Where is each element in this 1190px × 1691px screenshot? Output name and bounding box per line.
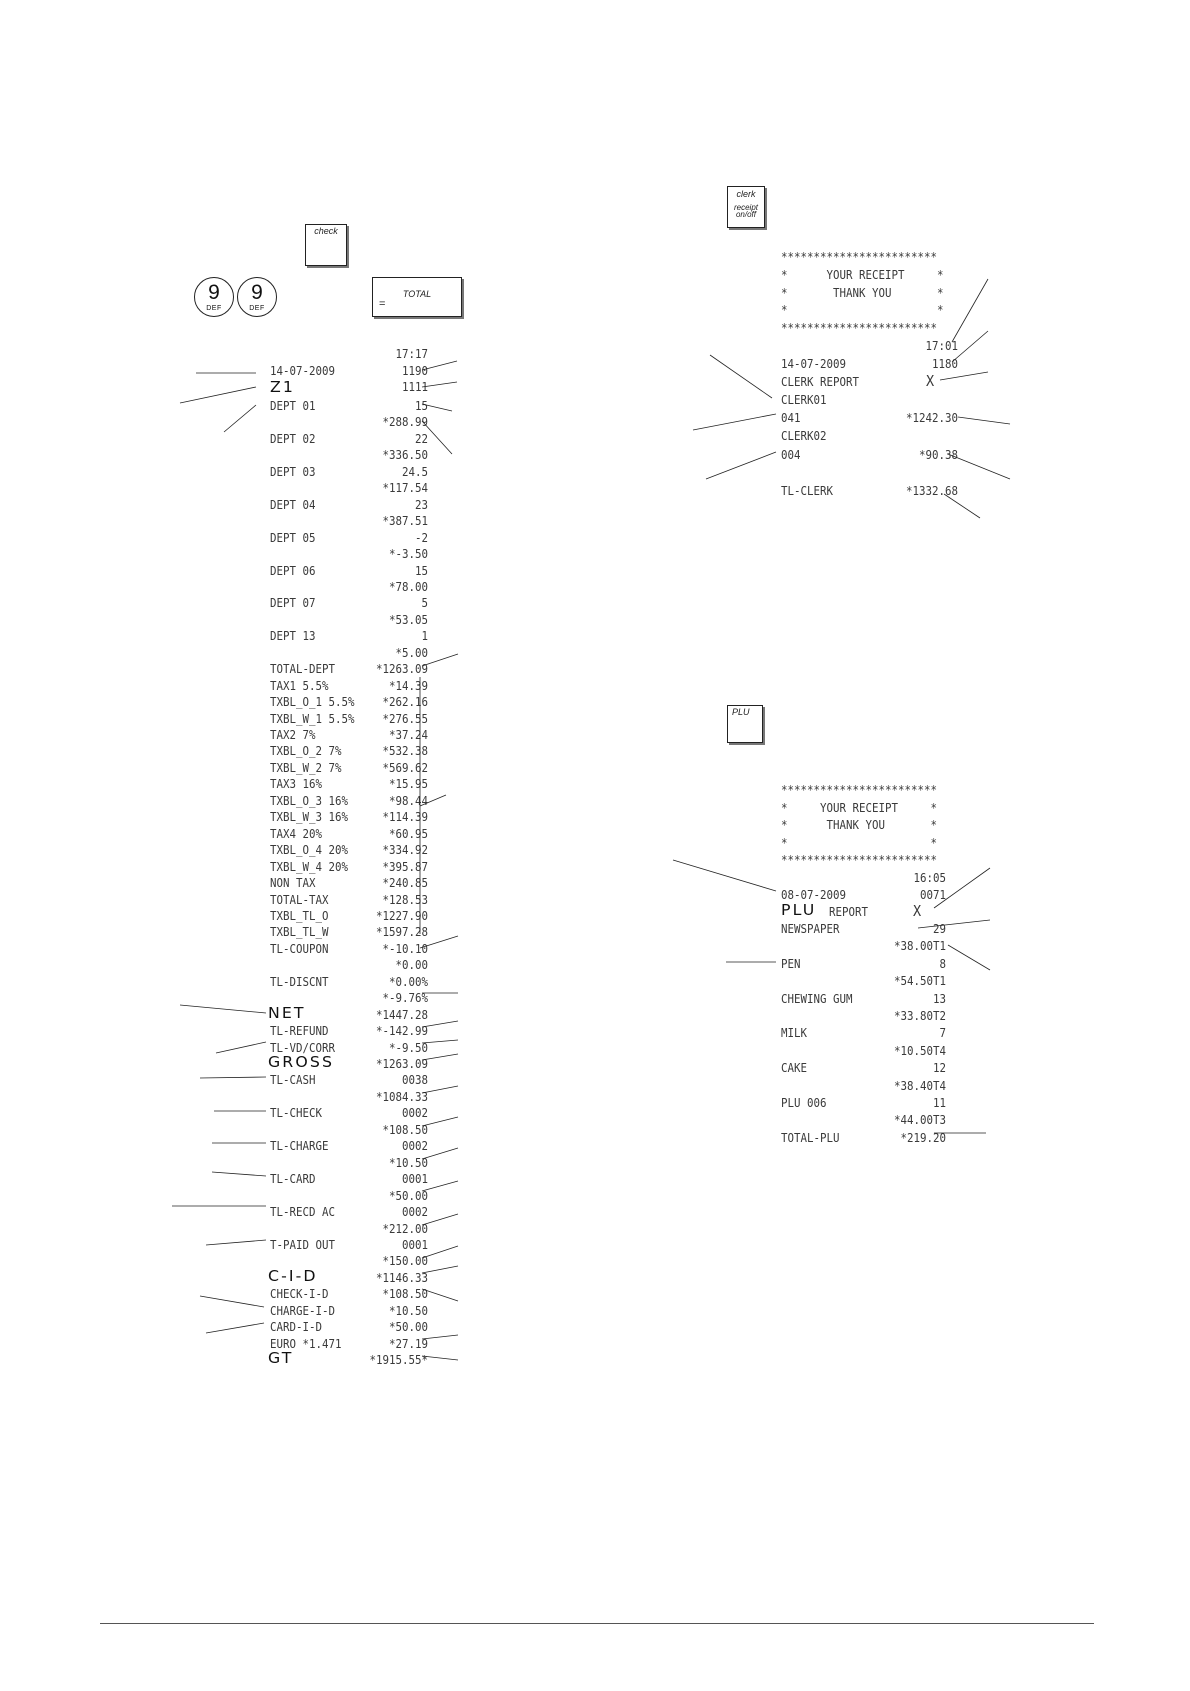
z1-row-value: *1597.28 bbox=[375, 925, 428, 939]
z1-row-value: 1 bbox=[421, 629, 428, 643]
clerk-banner-line: * YOUR RECEIPT * bbox=[781, 268, 944, 282]
z1-row-label: TXBL_W_1 5.5% bbox=[270, 712, 355, 726]
z1-row-label: TOTAL-DEPT bbox=[270, 662, 336, 676]
plu-row-value: 8 bbox=[939, 957, 946, 971]
z1-row-value: -2 bbox=[414, 531, 428, 545]
clerk-row-value: *1332.68 bbox=[905, 484, 958, 498]
z1-row-value: *395.87 bbox=[382, 860, 428, 874]
digit-label: 9 bbox=[251, 281, 263, 304]
z1-row-value: 5 bbox=[421, 596, 428, 610]
z1-row-value: 0002 bbox=[401, 1139, 428, 1153]
plu-row-label: MILK bbox=[781, 1026, 808, 1040]
z1-row-label: TAX4 20% bbox=[270, 827, 323, 841]
z1-row-label: TL-CASH bbox=[270, 1073, 316, 1087]
z1-row-value: *276.55 bbox=[382, 712, 428, 726]
z1-row-value: *98.44 bbox=[388, 794, 428, 808]
plu-row-value: 29 bbox=[932, 922, 946, 936]
z1-row-label: TL-CHECK bbox=[270, 1106, 323, 1120]
z1-row-value: 0001 bbox=[401, 1238, 428, 1252]
z1-row-label: T-PAID OUT bbox=[270, 1238, 336, 1252]
z1-time: 17:17 bbox=[395, 347, 428, 361]
clerk-date: 14-07-2009 bbox=[781, 357, 847, 371]
clerk-row-label: 041 bbox=[781, 411, 801, 425]
z1-row-label: C-I-D bbox=[268, 1267, 318, 1285]
plu-row-value: 12 bbox=[932, 1061, 946, 1075]
clerk-row-label: TL-CLERK bbox=[781, 484, 834, 498]
z1-row-value: 0002 bbox=[401, 1106, 428, 1120]
total-key-label: TOTAL bbox=[402, 289, 432, 299]
z1-row-label: DEPT 01 bbox=[270, 399, 316, 413]
z1-row-label: TXBL_O_2 7% bbox=[270, 744, 342, 758]
z1-row-label: TXBL_W_4 20% bbox=[270, 860, 349, 874]
clerk-banner-line: ************************ bbox=[781, 250, 938, 264]
z1-row-value: *1084.33 bbox=[375, 1090, 428, 1104]
z1-row-value: *50.00 bbox=[388, 1189, 428, 1203]
plu-number: 0071 bbox=[919, 888, 946, 902]
clerk-row-label: CLERK01 bbox=[781, 393, 827, 407]
clerk-x-mark: X bbox=[926, 372, 935, 390]
z1-row-label: TL-VD/CORR bbox=[270, 1041, 336, 1055]
plu-banner-line: ************************ bbox=[781, 853, 938, 867]
z1-row-value: *108.50 bbox=[382, 1287, 428, 1301]
z1-row-value: *10.50 bbox=[388, 1304, 428, 1318]
plu-date: 08-07-2009 bbox=[781, 888, 847, 902]
z1-row-label: NET bbox=[268, 1004, 306, 1022]
z1-row-value: *53.05 bbox=[388, 613, 428, 627]
z1-report-title: Z1 bbox=[270, 378, 296, 396]
clerk-banner-line: ************************ bbox=[781, 321, 938, 335]
z1-row-value: *1263.09 bbox=[375, 1057, 428, 1071]
z1-row-value: *60.95 bbox=[388, 827, 428, 841]
z1-row-value: *15.95 bbox=[388, 777, 428, 791]
plu-banner-line: ************************ bbox=[781, 783, 938, 797]
z1-row-value: 0038 bbox=[401, 1073, 428, 1087]
z1-row-label: DEPT 13 bbox=[270, 629, 316, 643]
z1-row-value: *1447.28 bbox=[375, 1008, 428, 1022]
clerk-row-value: *90.38 bbox=[918, 448, 958, 462]
z1-row-value: *0.00% bbox=[388, 975, 428, 989]
z1-row-value: *334.92 bbox=[382, 843, 428, 857]
z1-row-label: CARD-I-D bbox=[270, 1320, 323, 1334]
z1-row-value: 0001 bbox=[401, 1172, 428, 1186]
z1-row-label: DEPT 03 bbox=[270, 465, 316, 479]
z1-row-value: *1915.55* bbox=[369, 1353, 428, 1367]
z1-row-label: DEPT 07 bbox=[270, 596, 316, 610]
z1-row-label: TAX1 5.5% bbox=[270, 679, 329, 693]
clerk-banner-line: * * bbox=[781, 303, 944, 317]
z1-row-label: EURO *1.471 bbox=[270, 1337, 342, 1351]
plu-row-label: CHEWING GUM bbox=[781, 992, 853, 1006]
plu-row-value: *44.00T3 bbox=[893, 1113, 946, 1127]
z1-row-label: TXBL_O_1 5.5% bbox=[270, 695, 355, 709]
z1-row-value: *1146.33 bbox=[375, 1271, 428, 1285]
plu-report-title-small: REPORT bbox=[829, 905, 869, 919]
plu-row-label: CAKE bbox=[781, 1061, 808, 1075]
z1-row-value: *1227.90 bbox=[375, 909, 428, 923]
z1-row-label: TXBL_O_3 16% bbox=[270, 794, 349, 808]
z1-row-label: NON TAX bbox=[270, 876, 316, 890]
plu-banner-line: * YOUR RECEIPT * bbox=[781, 801, 938, 815]
z1-row-value: 15 bbox=[414, 399, 428, 413]
z1-report-number: 1111 bbox=[401, 380, 428, 394]
z1-row-value: 23 bbox=[414, 498, 428, 512]
clerk-report-title: CLERK REPORT bbox=[781, 375, 860, 389]
plu-row-label: PLU 006 bbox=[781, 1096, 827, 1110]
check-key-label: check bbox=[314, 226, 338, 236]
z1-row-value: *14.39 bbox=[388, 679, 428, 693]
z1-row-value: *336.50 bbox=[382, 448, 428, 462]
z1-row-value: *78.00 bbox=[388, 580, 428, 594]
plu-row-value: *38.00T1 bbox=[893, 939, 946, 953]
z1-row-value: *114.39 bbox=[382, 810, 428, 824]
z1-row-label: DEPT 04 bbox=[270, 498, 316, 512]
plu-banner-line: * THANK YOU * bbox=[781, 818, 938, 832]
footer-rule bbox=[100, 1623, 1094, 1624]
z1-row-label: TAX3 16% bbox=[270, 777, 323, 791]
total-key-sign: = bbox=[379, 298, 386, 310]
plu-row-label: PEN bbox=[781, 957, 801, 971]
z1-row-value: *-142.99 bbox=[375, 1024, 428, 1038]
z1-row-label: DEPT 02 bbox=[270, 432, 316, 446]
clerk-row-label: CLERK02 bbox=[781, 429, 827, 443]
plu-x-mark: X bbox=[913, 902, 922, 920]
plu-row-value: *219.20 bbox=[900, 1131, 946, 1145]
z1-row-label: DEPT 06 bbox=[270, 564, 316, 578]
plu-row-value: 7 bbox=[939, 1026, 946, 1040]
z1-row-label: TXBL_W_3 16% bbox=[270, 810, 349, 824]
plu-row-value: *54.50T1 bbox=[893, 974, 946, 988]
plu-row-label: TOTAL-PLU bbox=[781, 1131, 840, 1145]
z1-number: 1190 bbox=[401, 364, 428, 378]
plu-report-title: PLU bbox=[781, 901, 817, 919]
z1-row-value: *128.53 bbox=[382, 893, 428, 907]
z1-row-label: TOTAL-TAX bbox=[270, 893, 329, 907]
z1-row-value: *117.54 bbox=[382, 481, 428, 495]
z1-row-value: *150.00 bbox=[382, 1254, 428, 1268]
clerk-row-label: 004 bbox=[781, 448, 801, 462]
plu-row-value: *33.80T2 bbox=[893, 1009, 946, 1023]
z1-row-label: TL-DISCNT bbox=[270, 975, 329, 989]
digit-sub-label: DEF bbox=[206, 305, 222, 312]
plu-row-value: 11 bbox=[932, 1096, 946, 1110]
z1-row-value: *10.50 bbox=[388, 1156, 428, 1170]
z1-row-value: 22 bbox=[414, 432, 428, 446]
z1-row-label: TXBL_TL_O bbox=[270, 909, 329, 923]
plu-banner-line: * * bbox=[781, 836, 938, 850]
z1-row-label: CHECK-I-D bbox=[270, 1287, 329, 1301]
z1-row-value: *-3.50 bbox=[388, 547, 428, 561]
clerk-key-label-2: receipt bbox=[733, 203, 758, 212]
z1-row-label: TXBL_O_4 20% bbox=[270, 843, 349, 857]
z1-row-value: *240.85 bbox=[382, 876, 428, 890]
plu-key-label: PLU bbox=[732, 707, 750, 717]
z1-row-value: *212.00 bbox=[382, 1222, 428, 1236]
z1-row-label: TXBL_TL_W bbox=[270, 925, 329, 939]
z1-row-value: *-9.50 bbox=[388, 1041, 428, 1055]
clerk-time: 17:01 bbox=[925, 339, 958, 353]
z1-row-value: *108.50 bbox=[382, 1123, 428, 1137]
z1-row-value: *50.00 bbox=[388, 1320, 428, 1334]
z1-row-value: *532.38 bbox=[382, 744, 428, 758]
clerk-row-value: *1242.30 bbox=[905, 411, 958, 425]
z1-row-label: TL-CHARGE bbox=[270, 1139, 329, 1153]
plu-row-value: *38.40T4 bbox=[893, 1079, 946, 1093]
z1-row-value: 15 bbox=[414, 564, 428, 578]
clerk-key-label-3: on/off bbox=[735, 210, 756, 219]
z1-row-label: TL-CARD bbox=[270, 1172, 316, 1186]
z1-row-label: CHARGE-I-D bbox=[270, 1304, 336, 1318]
z1-row-label: TL-RECD AC bbox=[270, 1205, 336, 1219]
z1-row-value: *0.00 bbox=[395, 958, 428, 972]
z1-row-value: *1263.09 bbox=[375, 662, 428, 676]
plu-row-value: *10.50T4 bbox=[893, 1044, 946, 1058]
z1-row-value: *37.24 bbox=[388, 728, 428, 742]
z1-row-value: *5.00 bbox=[395, 646, 428, 660]
z1-row-value: 0002 bbox=[401, 1205, 428, 1219]
z1-row-label: GROSS bbox=[268, 1053, 335, 1071]
z1-row-label: TL-REFUND bbox=[270, 1024, 329, 1038]
z1-row-label: TL-COUPON bbox=[270, 942, 329, 956]
z1-row-value: *-10.10 bbox=[382, 942, 428, 956]
z1-row-value: *569.62 bbox=[382, 761, 428, 775]
plu-row-value: 13 bbox=[932, 992, 946, 1006]
clerk-key-label-1: clerk bbox=[736, 189, 756, 199]
clerk-banner-line: * THANK YOU * bbox=[781, 286, 944, 300]
z1-row-value: *262.16 bbox=[382, 695, 428, 709]
plu-time: 16:05 bbox=[913, 871, 946, 885]
z1-row-label: TXBL_W_2 7% bbox=[270, 761, 342, 775]
z1-row-label: DEPT 05 bbox=[270, 531, 316, 545]
z1-row-value: *387.51 bbox=[382, 514, 428, 528]
digit-sub-label: DEF bbox=[249, 305, 265, 312]
plu-row-label: NEWSPAPER bbox=[781, 922, 840, 936]
z1-date: 14-07-2009 bbox=[270, 364, 336, 378]
z1-row-value: *-9.76% bbox=[382, 991, 428, 1005]
digit-label: 9 bbox=[208, 281, 220, 304]
z1-row-value: 24.5 bbox=[401, 465, 428, 479]
z1-row-label: TAX2 7% bbox=[270, 728, 316, 742]
z1-row-value: *27.19 bbox=[388, 1337, 428, 1351]
clerk-number: 1180 bbox=[931, 357, 958, 371]
z1-row-label: GT bbox=[268, 1349, 294, 1367]
z1-row-value: *288.99 bbox=[382, 415, 428, 429]
